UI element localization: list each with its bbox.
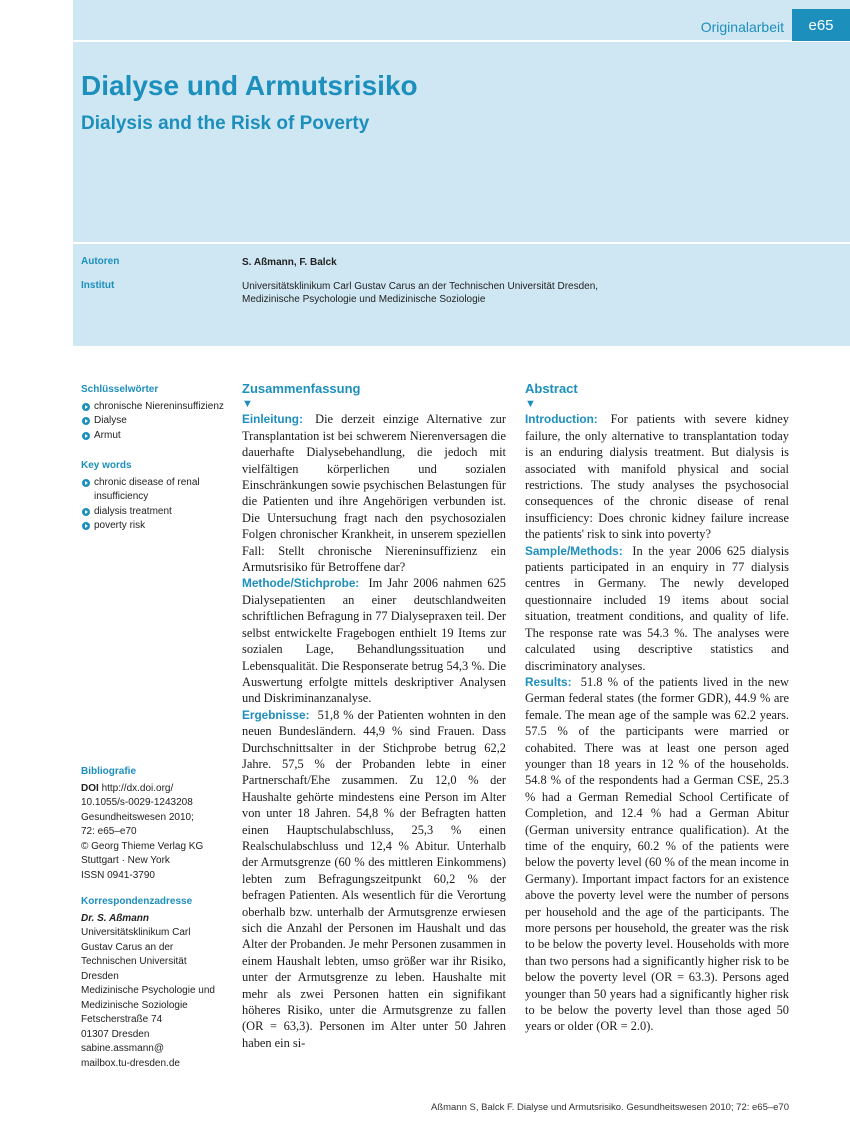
arrow-bullet-icon <box>82 522 90 530</box>
title-german: Dialyse und Armutsrisiko <box>81 70 418 101</box>
keyword-item: chronic disease of renal insufficiency <box>81 476 231 505</box>
address-line: Medizinische Psychologie und <box>81 985 215 996</box>
bibliography-block <box>81 765 231 883</box>
doi-line: DOI http://dx.doi.org/ <box>81 782 174 794</box>
address-line: Fetscherstraße 74 <box>81 1014 163 1025</box>
institute-label: Institut <box>81 280 115 291</box>
triangle-down-icon: ▼ <box>525 398 536 411</box>
footer-citation: Aßmann S, Balck F. Dialyse und Armutsrisiko. Gesundheitswesen 2010; 72: e65–e70 <box>430 1102 789 1113</box>
email-line: mailbox.tu-dresden.de <box>81 1057 180 1069</box>
address-line: Technischen Universität <box>81 956 187 967</box>
sample-paragraph: Sample/Methods: In the year 2006 625 dialysis patients participated in an enquiry in 77 dialysis centres in Germany. The newly developed questionnaire included 19 items about social situation, treatment conditions, and quality of life. The response rate was 54.3 %. The analyses were calculated using descriptive statistics and discriminatory analyses. <box>525 543 789 673</box>
correspondence-block <box>81 895 231 1071</box>
keywords-de-heading: Schlüsselwörter <box>81 384 159 395</box>
ergebnisse-paragraph: Ergebnisse: 51,8 % der Patienten wohnten in den neuen Bundesländern. 44,9 % sind Frauen. Dass Durchschnittsalter in der Stichprobe betrug 62,2 Jahre. 57,5 % der Probanden lebte in einer Partnerschaft/Ehe zusammen. Zu 12,0 % der Haushalte gehörte mindestens eine Person im Alter von unter 18 Jahren. 54,8 % der Befragten hatten einen Hauptschulabschluss, 25,3 % einen Realschulabschluss und 12,4 % Abitur. Unterhalb der Armutsgrenze (60 % des mittleren Einkommens) lebten zum Befragungszeitpunkt 60,2 % der befragen Patienten. Als wesentlich für die Verortung oberhalb bzw. unterhalb der Armutsgrenze erwiesen sich die Anzahl der Personen im Haushalt und das Alter der Probanden. Je mehr Personen zusammen in einem Haushalt lebten, umso größer war ihr Risiko, unter der Armutsgrenze zu leben. Haushalte mit mehr als zwei Personen hatten ein signifikant höheres Risiko, unter die Armutsgrenze zu fallen (OR = 63,3). Personen im Alter unter 50 Jahren haben ein si- <box>242 707 506 1050</box>
biblio-line: 72: e65–e70 <box>81 826 137 837</box>
biblio-line: 10.1055/s-0029-1243208 <box>81 797 193 808</box>
biblio-line: Stuttgart · New York <box>81 855 170 866</box>
zusammenfassung-column <box>242 381 506 1051</box>
correspondence-heading: Korrespondenzadresse <box>81 896 193 907</box>
arrow-bullet-icon <box>82 417 90 425</box>
keyword-item: dialysis treatment <box>81 505 231 520</box>
institute-line: Universitätsklinikum Carl Gustav Carus an der Technischen Universität Dresden, <box>242 281 599 292</box>
biblio-line: ISSN 0941-3790 <box>81 869 155 881</box>
introduction-paragraph: Introduction: For patients with severe kidney failure, the only alternative to transplantation today is an enduring dialysis treatment. But dialysis is associated with manifold physical and social restrictions. The study analyses the psychosocial consequences of the chronic disease of renal insufficiency: Does chronic kidney failure increase the patients' risk to sink into poverty? <box>525 412 789 542</box>
institute-line: Medizinische Psychologie und Medizinische Soziologie <box>242 294 486 305</box>
methode-paragraph: Methode/Stichprobe: Im Jahr 2006 nahmen 625 Dialysepatienten an einer deutschlandweiten schriftlichen Befragung in 77 Dialysepraxen teil. Der selbst entwickelte Fragebogen enthielt 19 Items zur sozialen Lage, Behandlungssituation und Lebensqualität. Die Responserate betrug 54,3 %. Die Auswertung erfolgte mittels deskriptiver Analysen und Diskriminanzanalyse. <box>242 576 506 706</box>
keyword-item: Armut <box>81 429 231 444</box>
title-english: Dialysis and the Risk of Poverty <box>81 113 370 134</box>
authors: S. Aßmann, F. Balck <box>242 257 337 268</box>
zusammenfassung-heading: Zusammenfassung <box>242 381 361 396</box>
keywords-block <box>81 383 231 534</box>
authors-label: Autoren <box>81 256 120 267</box>
triangle-down-icon: ▼ <box>242 398 253 411</box>
biblio-line: © Georg Thieme Verlag KG <box>81 840 204 852</box>
address-line: Universitätsklinikum Carl <box>81 927 191 938</box>
abstract-column <box>525 381 789 1035</box>
biblio-line: Gesundheitswesen 2010; <box>81 811 194 823</box>
address-line: Medizinische Soziologie <box>81 999 188 1011</box>
keyword-item: poverty risk <box>81 519 231 534</box>
header-divider-meta <box>73 242 850 244</box>
bibliography-heading: Bibliografie <box>81 766 137 777</box>
arrow-bullet-icon <box>82 479 90 487</box>
address-line: Gustav Carus an der <box>81 941 174 953</box>
keyword-item: chronische Niereninsuffizienz <box>81 400 231 415</box>
header-divider-top <box>73 40 850 42</box>
keyword-item: Dialyse <box>81 414 231 429</box>
address-line: Dresden <box>81 970 119 982</box>
arrow-bullet-icon <box>82 432 90 440</box>
results-paragraph: Results: 51.8 % of the patients lived in the new German federal states (the former GDR), 44.9 % are female. The mean age of the sample was 62.2 years. 57.5 % of the participants were married or cohabited. There was at least one person aged younger than 18 years in 12 % of the households. 54.8 % of the respondents had a German CSE, 25.3 % had a German Remedial School Certificate of Completion, and 12.4 % had a German Abitur (German university entrance qualification). At the time of the enquiry, 60.2 % of the patients were below the poverty level (60 % of the mean income in Germany). Important impact factors for an existence above the poverty level were the number of persons per household and the age of the participants. The more persons per household, the greater was the risk to be below the poverty level. Households with more than two persons had a significantly higher risk to be below the poverty level (OR = 63.3). Persons aged younger than 50 years had a significantly higher risk to be below the poverty level than those aged 50 years or older (OR = 2.0). <box>525 674 789 1034</box>
section-label: Originalarbeit <box>700 19 784 35</box>
einleitung-paragraph: Einleitung: Die derzeit einzige Alternative zur Transplantation ist bei schwerem Nierenversagen die dauerhafte Dialysebehandlung, die jedoch mit vielfältigen körperlichen und sozialen Einschränkungen sowie psychischen Belastungen für die Patienten und ihre Angehörigen verbunden ist. Die Untersuchung fragt nach den psychosozialen Folgen chronischer Krankheit, in unserem speziellen Fall: Stellt chronische Niereninsuffizienz ein Armutsrisiko für Betroffene dar? <box>242 412 506 575</box>
arrow-bullet-icon <box>82 403 90 411</box>
page-number: e65 <box>792 9 850 41</box>
correspondence-name: Dr. S. Aßmann <box>81 912 149 924</box>
keywords-en-heading: Key words <box>81 460 132 471</box>
abstract-heading: Abstract <box>525 381 578 396</box>
email-line: sabine.assmann@ <box>81 1043 164 1054</box>
arrow-bullet-icon <box>82 508 90 516</box>
institute <box>242 280 598 306</box>
address-line: 01307 Dresden <box>81 1028 150 1040</box>
